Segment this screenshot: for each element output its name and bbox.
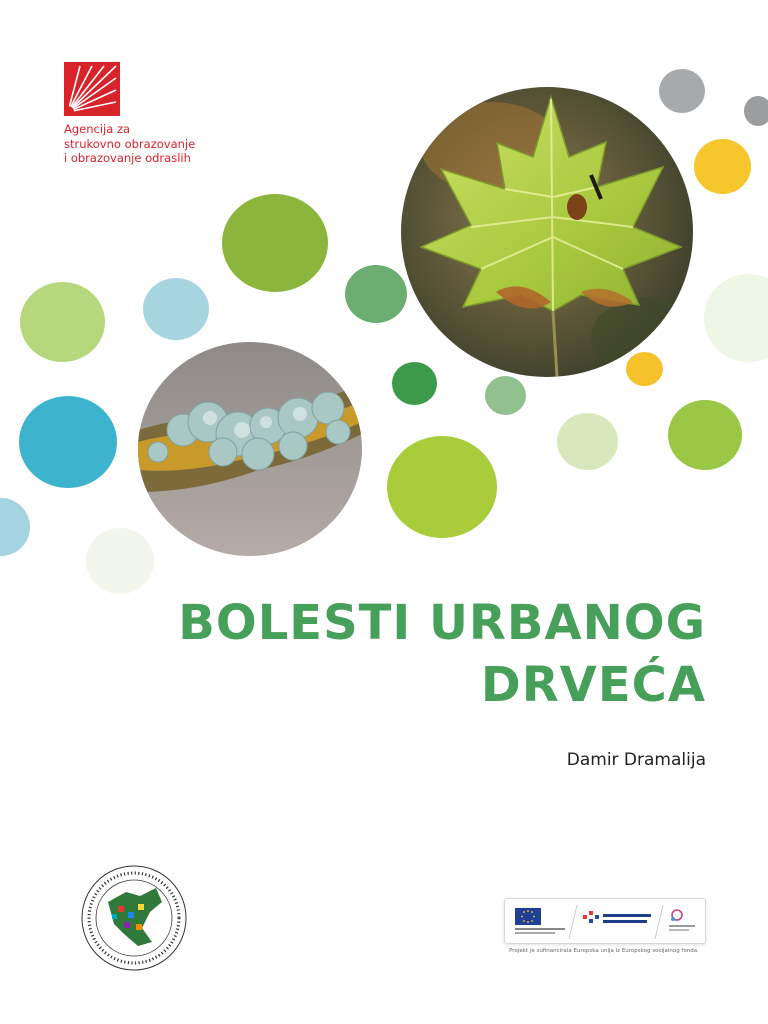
sunburst-logo-icon xyxy=(64,62,120,116)
decor-circle xyxy=(143,278,209,340)
title-line: DRVEĆA xyxy=(480,657,706,713)
title-line: BOLESTI URBANOG xyxy=(178,595,706,651)
decor-circle xyxy=(20,282,105,362)
author-name: Damir Dramalija xyxy=(566,750,706,770)
lichen-on-branch-photo xyxy=(138,342,362,556)
modernization-seal-icon xyxy=(78,862,190,974)
decor-circle xyxy=(222,194,328,292)
decor-circle xyxy=(704,274,768,362)
leaf-photo xyxy=(401,87,693,377)
agency-name xyxy=(64,122,264,166)
decor-circle xyxy=(485,376,526,415)
decor-circle xyxy=(557,413,618,470)
cover-title xyxy=(60,592,706,716)
decor-circle xyxy=(659,69,705,113)
agency-name-line: Agencija za xyxy=(64,122,131,136)
decor-circle xyxy=(626,352,663,386)
agency-name-line: i obrazovanje odraslih xyxy=(64,151,191,165)
eu-funding-caption: Projekt je sufinancirala Europska unija iz Europskog socijalnog fonda. xyxy=(509,948,699,954)
eu-funds-logo-strip xyxy=(504,898,706,944)
decor-circle xyxy=(694,139,751,194)
decor-circle xyxy=(668,400,742,470)
agency-name-line: strukovno obrazovanje xyxy=(64,136,196,151)
decor-circle xyxy=(0,498,30,556)
decor-circle xyxy=(744,96,768,126)
decor-circle xyxy=(392,362,437,405)
decor-circle xyxy=(387,436,497,538)
decor-circle xyxy=(19,396,117,488)
decor-circle xyxy=(86,528,154,594)
decor-circle xyxy=(345,265,407,323)
